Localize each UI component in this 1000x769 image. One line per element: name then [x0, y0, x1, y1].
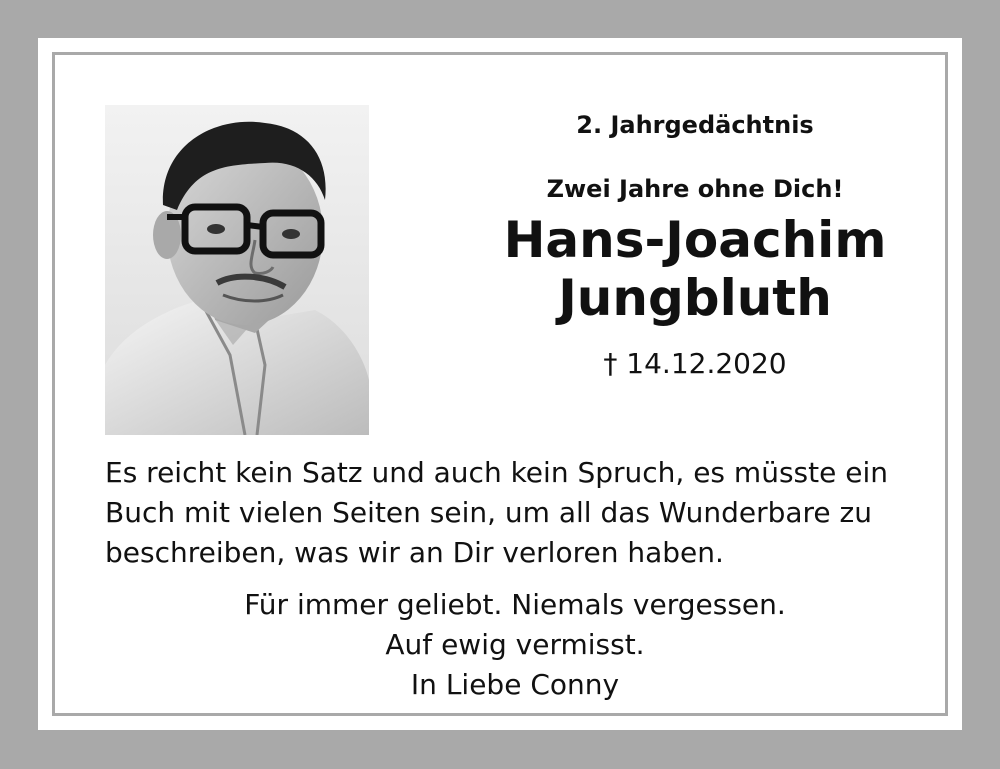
outer-frame	[38, 38, 962, 730]
closing-line-2: Auf ewig vermisst.	[385, 628, 645, 661]
first-name: Hans-Joachim	[503, 211, 887, 269]
header-block	[435, 103, 955, 380]
closing-line-3: In Liebe Conny	[410, 668, 620, 701]
portrait-photo	[105, 105, 369, 435]
memorial-text: Es reicht kein Satz und auch kein Spruch, es müsste ein Buch mit vielen Seiten sein, um all das Wunderbare zu beschreiben, was wir an Dir verloren haben.	[105, 456, 888, 569]
notice-card	[52, 52, 948, 716]
anniversary-subtitle: 2. Jahrgedächtnis	[576, 111, 814, 139]
deceased-name	[435, 211, 955, 327]
tagline: Zwei Jahre ohne Dich!	[546, 175, 844, 203]
closing-block	[105, 585, 925, 705]
last-name: Jungbluth	[558, 269, 832, 327]
closing-line-1: Für immer geliebt. Niemals vergessen.	[244, 588, 786, 621]
death-date: † 14.12.2020	[603, 347, 787, 380]
